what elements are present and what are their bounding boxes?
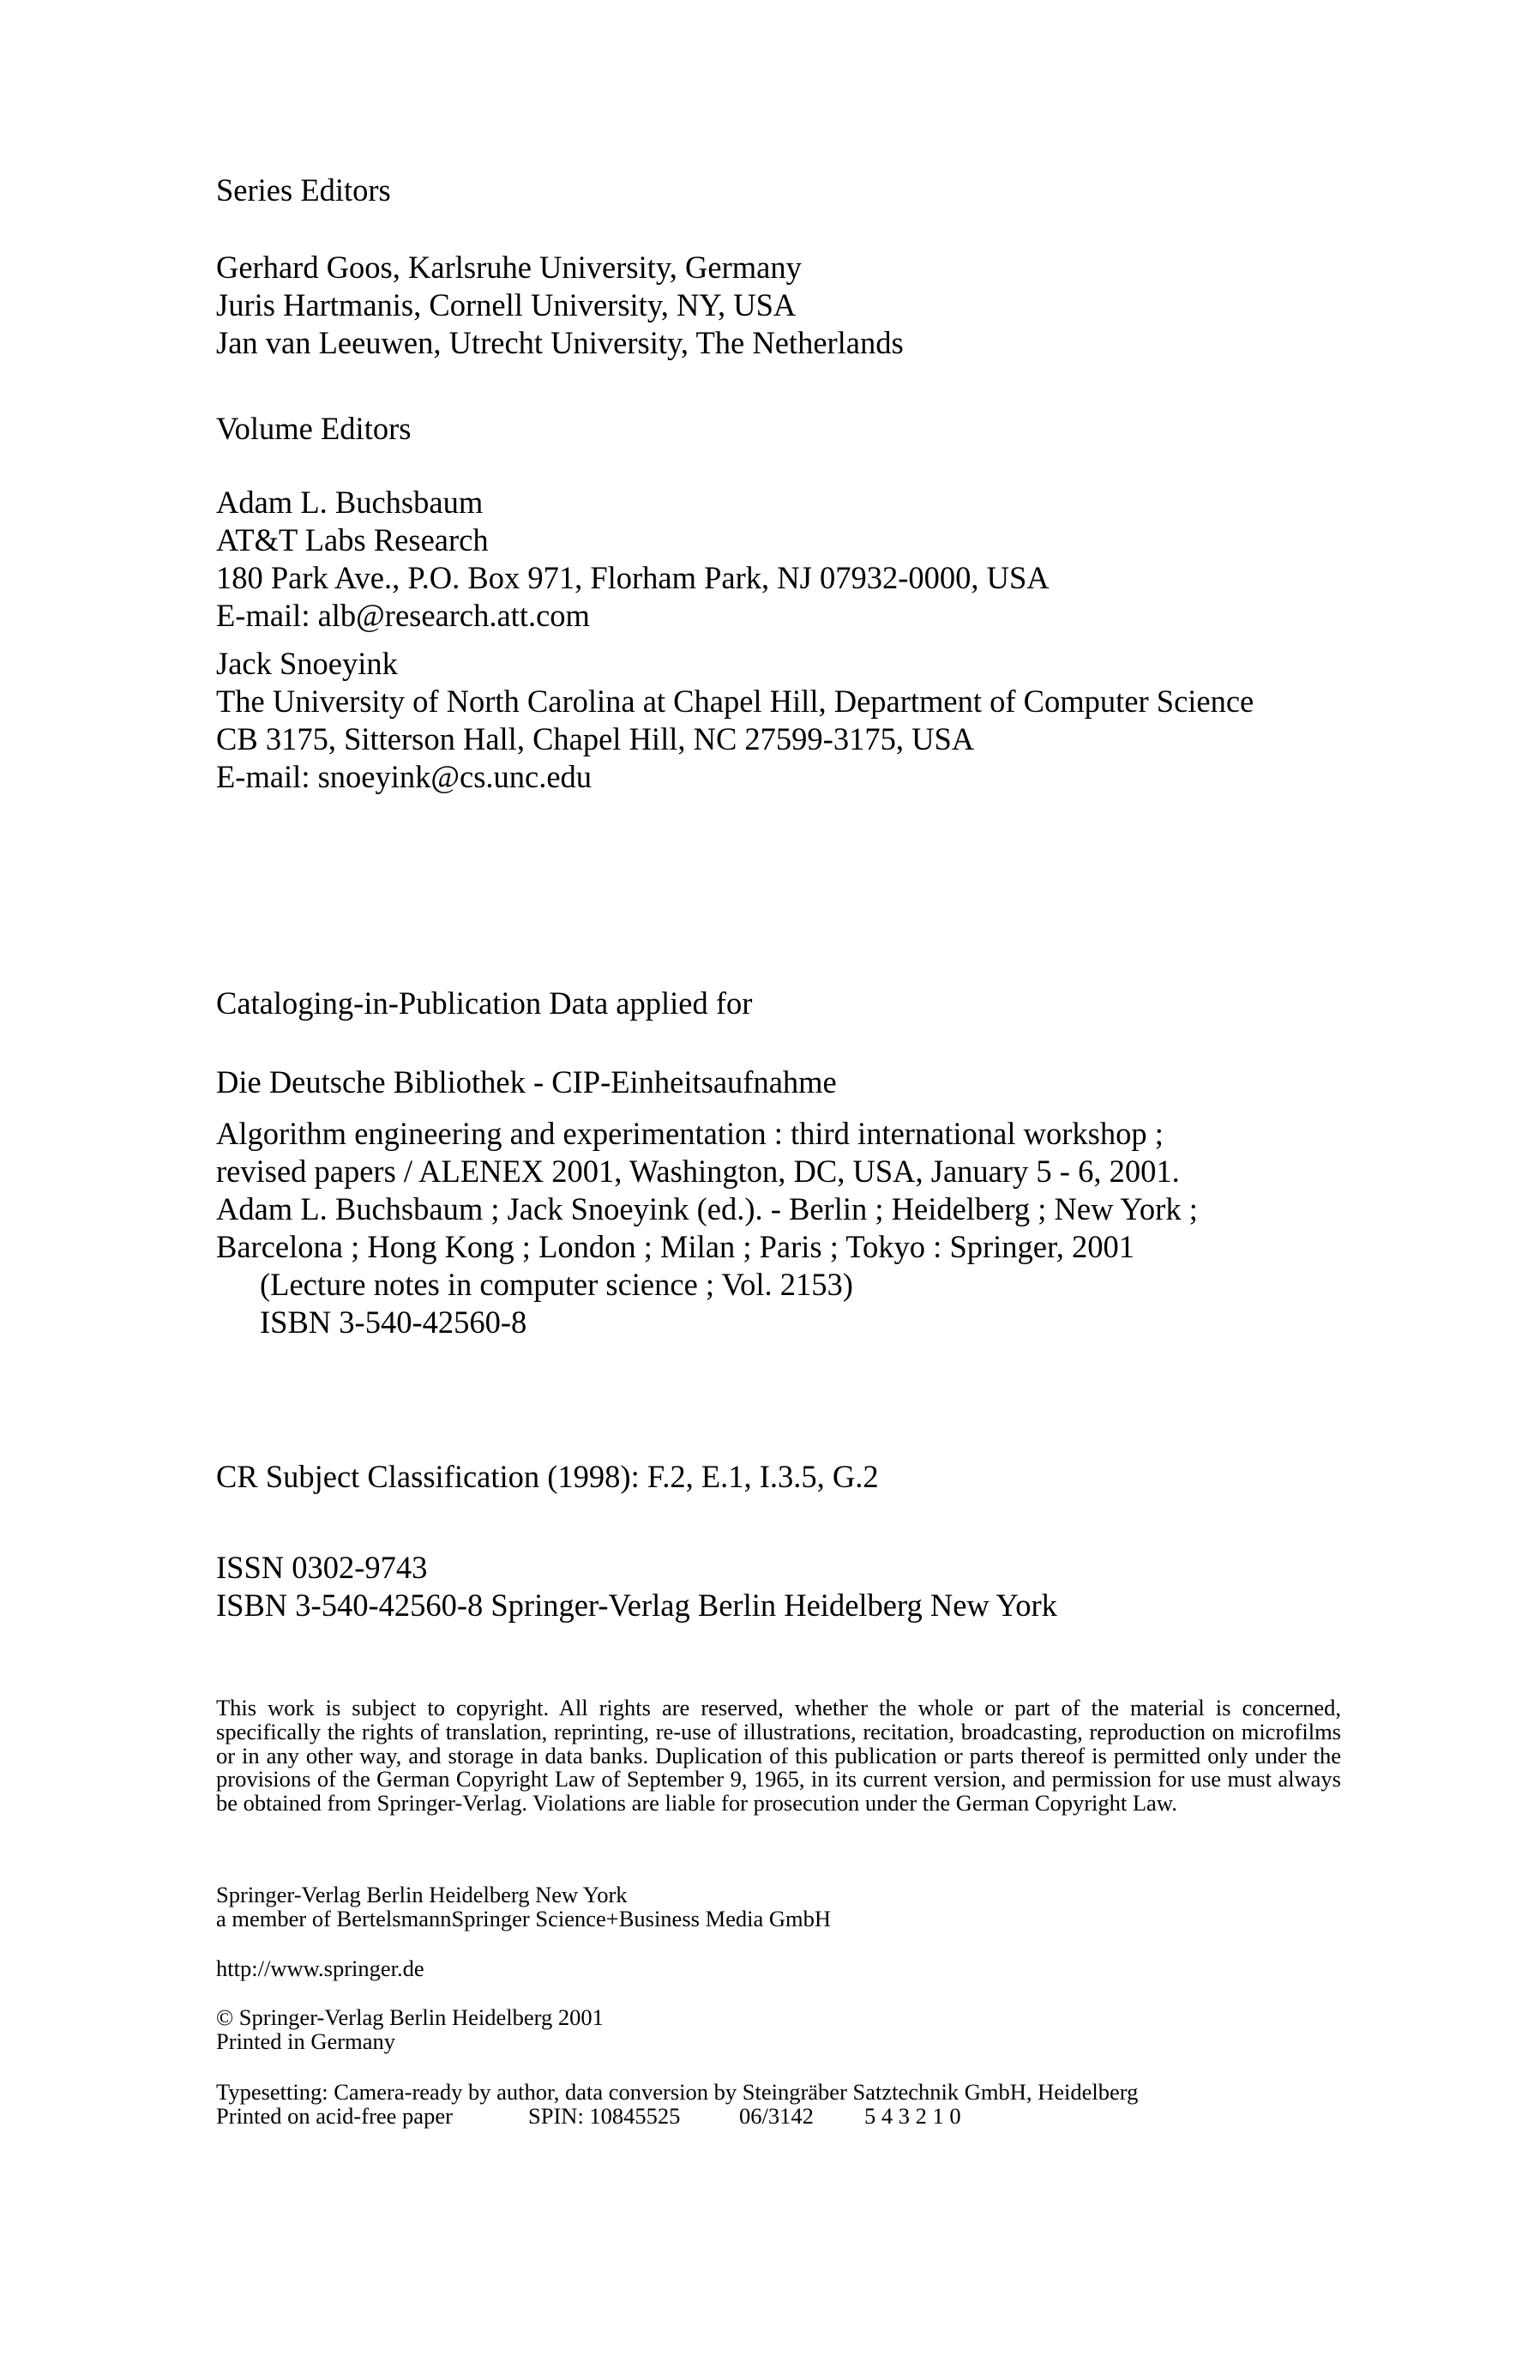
editor-email: E-mail: alb@research.att.com bbox=[216, 598, 590, 633]
editor-org: The University of North Carolina at Chapel Hill, Department of Computer Science bbox=[216, 684, 1254, 719]
cip-series-note: (Lecture notes in computer science ; Vol. 2153) bbox=[260, 1267, 853, 1302]
publisher-info bbox=[216, 1883, 1348, 1931]
editor-name: Adam L. Buchsbaum bbox=[216, 485, 484, 520]
series-editor: Gerhard Goos, Karlsruhe University, Germany bbox=[216, 250, 802, 285]
series-editors-list bbox=[216, 249, 1348, 362]
issn: ISSN 0302-9743 bbox=[216, 1550, 428, 1585]
editor-name: Jack Snoeyink bbox=[216, 646, 398, 681]
copyright-block bbox=[216, 2006, 1348, 2054]
printing-sequence: 5 4 3 2 1 0 bbox=[864, 2102, 961, 2129]
publisher-line: a member of BertelsmannSpringer Science+Business Media GmbH bbox=[216, 1905, 832, 1931]
copyright-notice: This work is subject to copyright. All rights are reserved, whether the whole or part of the material is concerned, specifically the rights of translation, reprinting, re-use of illustrations, recitation, broadcasting, reproduction on microfilms or in any other way, and storage in data banks. Duplication of this publication or parts thereof is permitted only under the provisions of the German Copyright Law of September 9, 1965, in its current version, and permission for use must always be obtained from Springer-Verlag. Violations are liable for prosecution under the German Copyright Law. bbox=[216, 1695, 1341, 1817]
volume-editor-1 bbox=[216, 484, 1348, 635]
editor-address: 180 Park Ave., P.O. Box 971, Florham Park, NJ 07932-0000, USA bbox=[216, 560, 1050, 595]
series-editor: Juris Hartmanis, Cornell University, NY, USA bbox=[216, 287, 797, 322]
volume-editors-heading: Volume Editors bbox=[216, 411, 412, 446]
series-editor: Jan van Leeuwen, Utrecht University, The Netherlands bbox=[216, 325, 904, 360]
cip-library: Die Deutsche Bibliothek - CIP-Einheitsaufnahme bbox=[216, 1064, 837, 1100]
editor-address: CB 3175, Sitterson Hall, Chapel Hill, NC 27599-3175, USA bbox=[216, 721, 975, 756]
print-code: 06/3142 bbox=[739, 2102, 814, 2129]
printed-line: Printed in Germany bbox=[216, 2028, 396, 2054]
cip-isbn: ISBN 3-540-42560-8 bbox=[260, 1304, 527, 1340]
cip-record-line: revised papers / ALENEX 2001, Washington, DC, USA, January 5 - 6, 2001. bbox=[216, 1154, 1180, 1189]
typesetting-line: Typesetting: Camera-ready by author, data conversion by Steingräber Satztechnik GmbH, Heidelberg bbox=[216, 2079, 1139, 2105]
cip-record bbox=[216, 1115, 1348, 1341]
cip-record-line: Barcelona ; Hong Kong ; London ; Milan ; Paris ; Tokyo : Springer, 2001 bbox=[216, 1229, 1134, 1264]
publisher-url: http://www.springer.de bbox=[216, 1955, 424, 1981]
series-editors-heading: Series Editors bbox=[216, 172, 391, 208]
editor-email: E-mail: snoeyink@cs.unc.edu bbox=[216, 759, 593, 794]
cip-record-line: Algorithm engineering and experimentation : third international workshop ; bbox=[216, 1116, 1164, 1151]
editor-org: AT&T Labs Research bbox=[216, 522, 489, 557]
cip-heading: Cataloging-in-Publication Data applied for bbox=[216, 985, 753, 1021]
cr-classification: CR Subject Classification (1998): F.2, E.1, I.3.5, G.2 bbox=[216, 1459, 879, 1494]
publisher-line: Springer-Verlag Berlin Heidelberg New York bbox=[216, 1882, 628, 1907]
cip-record-line: Adam L. Buchsbaum ; Jack Snoeyink (ed.). - Berlin ; Heidelberg ; New York ; bbox=[216, 1191, 1198, 1226]
isbn-full: ISBN 3-540-42560-8 Springer-Verlag Berlin Heidelberg New York bbox=[216, 1588, 1057, 1623]
printing-info-row bbox=[216, 2102, 1348, 2129]
issn-isbn bbox=[216, 1549, 1348, 1624]
copyright-line: © Springer-Verlag Berlin Heidelberg 2001 bbox=[216, 2004, 604, 2030]
spin-number: SPIN: 10845525 bbox=[528, 2102, 681, 2129]
typesetting-block bbox=[216, 2081, 1348, 2129]
paper-info: Printed on acid-free paper bbox=[216, 2102, 453, 2129]
volume-editor-2 bbox=[216, 645, 1348, 796]
